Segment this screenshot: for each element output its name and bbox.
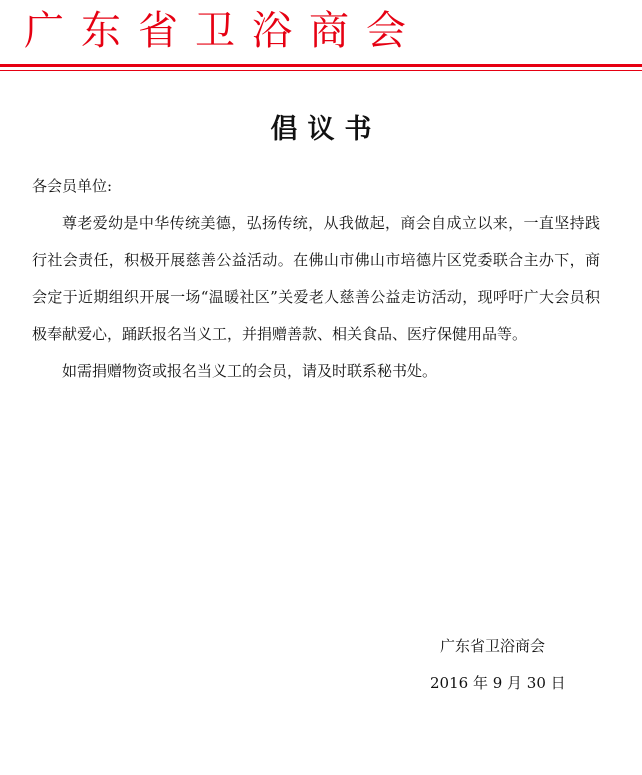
document-body (32, 168, 600, 390)
salutation: 各会员单位: (32, 177, 113, 195)
body-paragraph: 如需捐赠物资或报名当义工的会员，请及时联系秘书处。 (62, 362, 438, 380)
letterhead-rule-thick (0, 64, 642, 67)
signature-block (430, 628, 620, 702)
letterhead-org-name: 广东省卫浴商会 (24, 8, 423, 54)
signature-date: 2016 年 9 月 30 日 (430, 674, 566, 692)
document-title: 倡议书 (270, 114, 382, 145)
letterhead (0, 0, 642, 80)
letterhead-rule-thin (0, 70, 642, 71)
signature-org: 广东省卫浴商会 (440, 637, 546, 655)
body-paragraph: 尊老爱幼是中华传统美德，弘扬传统，从我做起，商会自成立以来，一直坚持践行社会责任，积极开展慈善公益活动。在佛山市佛山市培德片区党委联合主办下，商会定于近期组织开展一场“温暖社区”关爱老人慈善公益走访活动，现呼吁广大会员积极奉献爱心，踊跃报名当义工，并捐赠善款、相关食品、医疗保健用品等。 (32, 214, 600, 343)
